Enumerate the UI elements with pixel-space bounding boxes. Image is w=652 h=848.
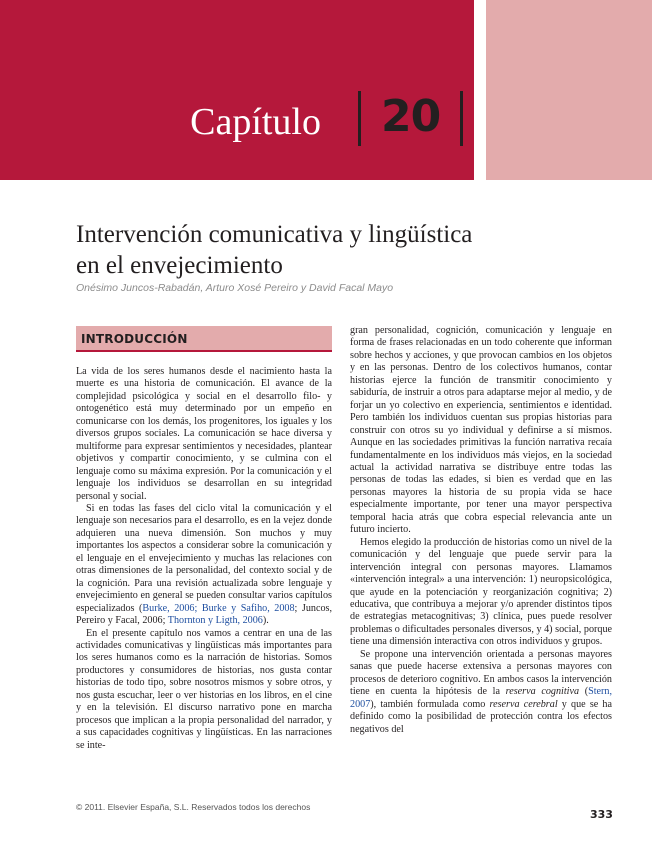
paragraph — [350, 649, 612, 736]
chapter-title-line1: Intervención comunicativa y lingüística — [76, 221, 473, 248]
citation-link[interactable]: Thornton y Ligth, 2006 — [167, 615, 263, 627]
paragraph — [76, 503, 332, 628]
paragraph: En el presente capítulo nos vamos a centrar en una de las actividades comunicativas y lingüísticas más importantes para los seres humanos como es la narración de historias. Somos productores y consumidores de historias, nos gusta contar historias de todo tipo, sobre nosotros mismos y sobre otros, y nos gusta escuchar, leer o ver historias en los libros, en el cine y en la televisión. El discurso narrativo pone en marcha procesos que implican a la propia personalidad del narrador, y a sus capacidades cognitivas y lingüísticas. En las narraciones se inte- — [76, 627, 332, 751]
section-heading-box — [76, 326, 332, 352]
paragraph-text: Se propone una intervención orientada a personas mayores sanas que puede hacerse extensiva a personas mayores con procesos de deterioro cognitivo. En ambos casos la intervención tiene en cuenta la hipótesis de la — [350, 648, 612, 698]
chapter-banner-accent — [486, 0, 652, 180]
authors: Onésimo Juncos-Rabadán, Arturo Xosé Pereiro y David Facal Mayo — [76, 282, 394, 294]
paragraph-text: ; Juncos, Pereiro y Facal, 2006; — [76, 602, 333, 627]
paragraph: gran personalidad, cognición, comunicación y lenguaje en forma de frases relacionadas en un todo coherente que informan sobre hechos y acciones, y que provocan cambios en los objetos y en las personas. Dentro de los colectivos humanos, contar historias ejerce la función de transmitir conocimiento y sabiduría, de instruir a otros para adaptarse mejor al medio, y de forjar un yo colectivo en experiencia, sentimientos e identidad. Pero también los individuos cuentan sus propias historias para construir con otros su yo individual y definirse a sí mismos. Aunque en las sociedades primitivas la función narrativa recaía fundamentalmente en los individuos más viejos, en la sociedad actual la actividad narrativa se distribuye entre todas las personas de todas las edades, si bien es verdad que en las personas mayores la historia de su propia vida se hace especialmente importante, por tener una mayor perspectiva temporal hacia atrás que cobra especial relevancia ante un futuro incierto. — [350, 325, 612, 536]
chapter-number: 20 — [381, 91, 441, 142]
paragraph-text: y que se ha definido como la posibilidad de protección contra los efectos negativos del — [350, 698, 612, 735]
chapter-label: Capítulo — [190, 101, 321, 143]
emphasis: reserva cognitiva — [505, 686, 580, 698]
chapter-divider-left — [358, 91, 361, 146]
citation-link[interactable]: Burke, 2006; Burke y Safiho, 2008 — [142, 602, 295, 614]
left-column — [76, 366, 332, 752]
right-column — [350, 325, 612, 736]
emphasis: reserva cerebral — [489, 698, 558, 710]
paragraph: Hemos elegido la producción de historias como un nivel de la comunicación y del lenguaje que puede servir para la intervención integral con personas mayores. Llamamos «intervención integral» a una intervención: 1) neuropsicológica, que ayude en la potenciación y reorganización cognitiva; 2) educativa, que contribuya a mejorar y/o aprender distintos tipos de estrategias metacognitivas; 3) clínica, pues puede resolver problemas o dificultades personales diversos, y 4) social, porque tiene una dimensión interactiva con otros individuos y grupos. — [350, 536, 612, 648]
paragraph-text: ), también formulada como — [370, 698, 490, 710]
copyright-notice: © 2011. Elsevier España, S.L. Reservados todos los derechos — [76, 802, 311, 812]
page-number: 333 — [590, 808, 613, 821]
paragraph: La vida de los seres humanos desde el nacimiento hasta la muerte es una historia de comunicación. El avance de la complejidad psicológica y social en el desarrollo filo- y ontogenético está muy determinado por un empeño en comunicarse con los demás, los progenitores, los iguales y los diversos grupos sociales. La comunicación se hace diversa y multiforme para expresar sentimientos y necesidades, plantear objetivos y compartir conocimiento, y se culmina con el lenguaje como su máxima expresión. Por la comunicación y el lenguaje los individuos se desarrollan en su integridad personal y social. — [76, 366, 332, 502]
paragraph-text: ). — [262, 615, 269, 627]
paragraph-text: ( — [579, 686, 589, 698]
paragraph-text: Si en todas las fases del ciclo vital la comunicación y el lenguaje son necesarios para el desarrollo, es en la vejez donde adquieren una nueva dimensión. Son muchos y muy importantes los aspectos a considerar sobre la comunicación y el lenguaje en el envejecimiento y muchas las relaciones con otras dimensiones de la personalidad, del contexto social y de la cognición. Para una revisión actualizada sobre lenguaje y envejecimiento en general se pueden consultar varios capítulos especializados ( — [76, 502, 332, 614]
chapter-divider-right — [460, 91, 463, 146]
chapter-title-line2: en el envejecimiento — [76, 252, 283, 279]
section-heading: INTRODUCCIÓN — [81, 332, 188, 346]
chapter-title — [76, 219, 576, 281]
citation-link[interactable]: Stern, 2007 — [350, 686, 613, 710]
